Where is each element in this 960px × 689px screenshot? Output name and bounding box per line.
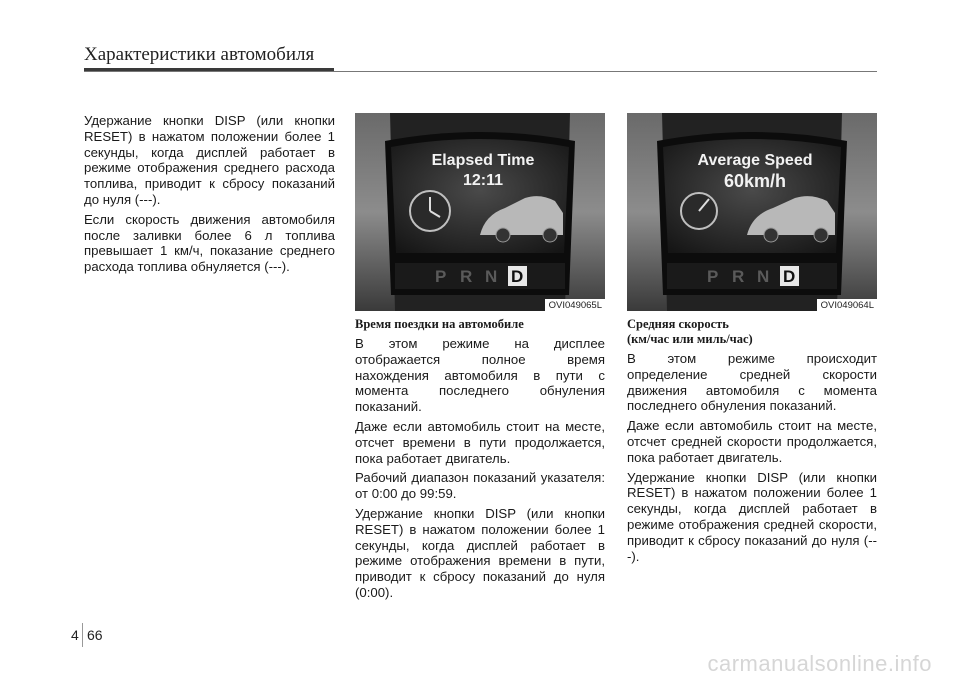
section-heading-line: Средняя скорость xyxy=(627,317,729,331)
gear-n: N xyxy=(757,267,770,286)
gear-d-selected: D xyxy=(783,267,796,286)
section-heading xyxy=(627,317,877,347)
paragraph: Если скорость движения автомобиля после заливки более 6 л топлива превышает 1 км/ч, показание среднего расхода топлива обнуляется (---). xyxy=(84,211,335,275)
paragraph: Рабочий диапазон показаний указателя: от 0:00 до 99:59. xyxy=(355,470,605,502)
display-title: Average Speed xyxy=(697,152,813,169)
chapter-number: 4 xyxy=(71,627,79,643)
page-number-divider xyxy=(82,623,83,647)
section-heading-line: (км/час или миль/час) xyxy=(627,332,753,346)
gear-d-selected: D xyxy=(511,267,524,286)
page-number: 66 xyxy=(87,627,103,643)
figure-code: OVI049065L xyxy=(545,299,605,311)
column-right xyxy=(627,317,877,568)
gear-p: P xyxy=(707,267,719,286)
display-title: Elapsed Time xyxy=(431,152,535,169)
display-value: 12:11 xyxy=(462,172,504,189)
header-rule xyxy=(84,71,877,72)
paragraph: Удержание кнопки DISP (или кнопки RESET) в нажатом положении более 1 секунды, когда дисплей работает в режиме отображения среднего расхода топлива, приводит к сбросу показаний до нуля (---). xyxy=(84,113,335,207)
display-value: 60km/h xyxy=(723,171,787,191)
paragraph: Даже если автомобиль стоит на месте, отсчет средней скорости продолжается, пока работает двигатель. xyxy=(627,418,877,465)
gear-r: R xyxy=(732,267,745,286)
figure-average-speed xyxy=(627,113,877,311)
paragraph: Удержание кнопки DISP (или кнопки RESET) в нажатом положении более 1 секунды, когда дисплей работает в режиме отображения времени в пути, приводит к сбросу показаний до нуля (0:00). xyxy=(355,505,605,600)
figure-code: OVI049064L xyxy=(817,299,877,311)
paragraph: Удержание кнопки DISP (или кнопки RESET) в нажатом положении более 1 секунды, когда дисплей работает в режиме отображения средней скорости, приводит к сбросу показаний до нуля (---). xyxy=(627,469,877,564)
gear-r: R xyxy=(460,267,473,286)
gear-n: N xyxy=(485,267,498,286)
paragraph: В этом режиме происходит определение средней скорости движения автомобиля с момента последнего обнуления показаний. xyxy=(627,351,877,414)
column-left xyxy=(84,113,335,279)
cluster-illustration xyxy=(627,113,877,311)
gear-p: P xyxy=(435,267,447,286)
column-middle xyxy=(355,317,605,605)
watermark: carmanualsonline.info xyxy=(707,651,932,676)
cluster-illustration xyxy=(355,113,605,311)
page-header-title: Характеристики автомобиля xyxy=(84,44,315,65)
paragraph: В этом режиме на дисплее отображается полное время нахождения автомобиля в пути с момента последнего обнуления показаний. xyxy=(355,336,605,415)
section-heading: Время поездки на автомобиле xyxy=(355,317,524,331)
paragraph: Даже если автомобиль стоит на месте, отсчет времени в пути продолжается, пока работает двигатель. xyxy=(355,418,605,466)
figure-elapsed-time xyxy=(355,113,605,311)
